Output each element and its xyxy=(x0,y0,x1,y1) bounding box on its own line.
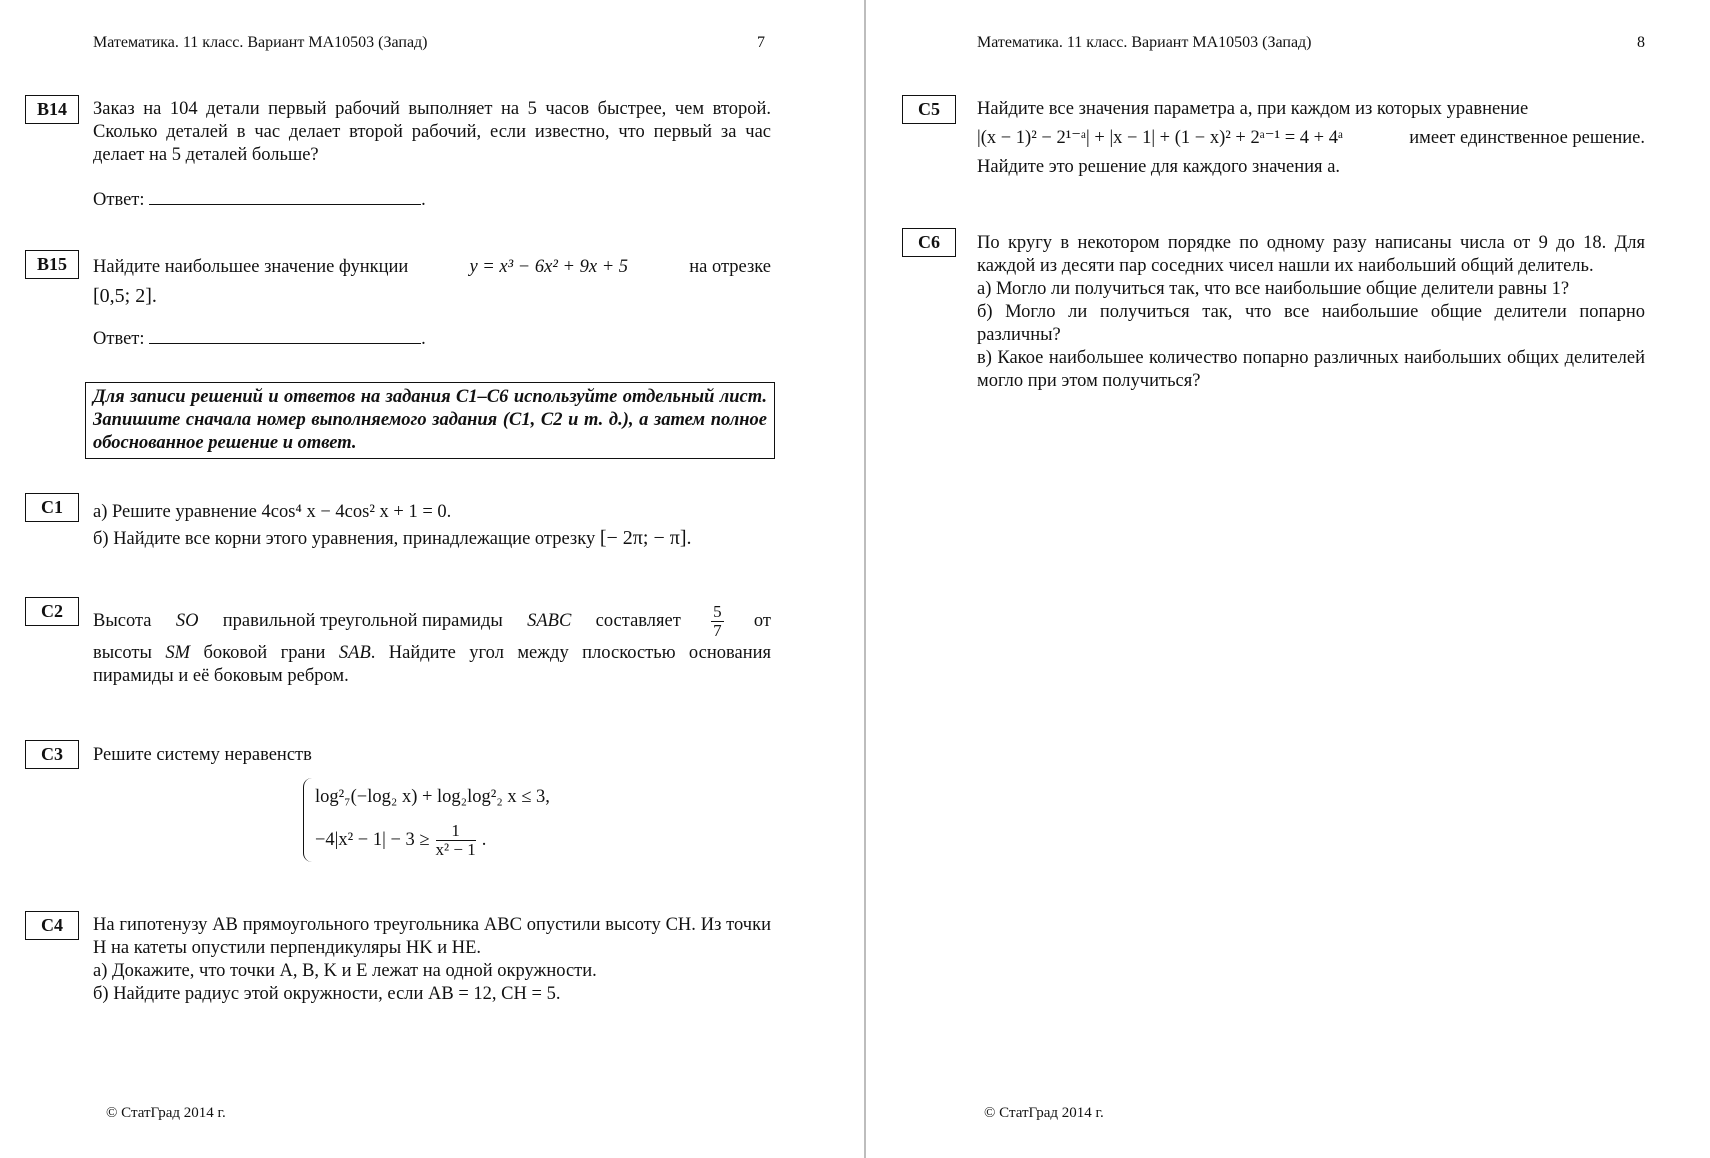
task-label-c2: C2 xyxy=(25,597,79,626)
task-c2-line2 xyxy=(93,642,771,688)
task-b15-function: y = x³ − 6x² + 9x + 5 xyxy=(469,257,629,277)
task-label-c3: C3 xyxy=(25,740,79,769)
task-b15-segment: [0,5; 2]. xyxy=(93,285,157,307)
task-c1-part-b-text: б) Найдите все корни этого уравнения, принадлежащие отрезку xyxy=(93,529,596,549)
page-divider xyxy=(864,0,866,1158)
task-c3-text: Решите систему неравенств xyxy=(93,745,312,765)
task-c5-text-after: имеет единственное решение. xyxy=(1409,128,1645,148)
task-c2-line1 xyxy=(93,603,771,640)
task-b15 xyxy=(93,256,771,351)
task-c2-fraction xyxy=(711,603,724,640)
task-c2-text-3: составляет xyxy=(595,611,681,631)
system-brace xyxy=(303,778,312,862)
task-c2-text-5: высоты xyxy=(93,643,152,663)
fraction-denominator: 7 xyxy=(713,621,722,640)
task-c6 xyxy=(977,232,1645,393)
instructions-box: Для записи решений и ответов на задания С1–С6 используйте отдельный лист. Запишите сначала номер выполняемого задания (С1, С2 и т. д.), а затем полное обоснованное решение и ответ. xyxy=(85,382,775,459)
task-c5-line3: Найдите это решение для каждого значения a. xyxy=(977,157,1341,177)
task-c1-equation: 4cos⁴ x − 4cos² x + 1 = 0. xyxy=(261,502,452,522)
task-c5 xyxy=(977,98,1645,179)
task-c6-part-c: в) Какое наибольшее количество попарно различных наибольших общих делителей могло при этом получиться? xyxy=(977,348,1645,391)
task-label-c6: C6 xyxy=(902,228,956,257)
task-c4-line1: На гипотенузу AB прямоугольного треугольника ABC опустили высоту CH. Из точки H на катеты опустили перпендикуляры HK и HE. xyxy=(93,915,771,958)
task-b14-text: Заказ на 104 детали первый рабочий выполняет на 5 часов быстрее, чем второй. Сколько деталей в час делает второй рабочий, если известно, что первый за час делает на 5 деталей больше? xyxy=(93,99,771,165)
task-label-b15: B15 xyxy=(25,250,79,279)
task-c2 xyxy=(93,603,771,688)
page-number: 8 xyxy=(1637,34,1645,51)
task-c4-line2: а) Докажите, что точки A, B, K и E лежат на одной окружности. xyxy=(93,961,597,981)
task-c4-line3: б) Найдите радиус этой окружности, если AB = 12, CH = 5. xyxy=(93,984,561,1004)
answer-field-b15[interactable]: Ответ: . xyxy=(93,329,426,349)
task-c5-line2 xyxy=(977,127,1645,150)
system-row-1: log²₇(−log₂ x) + log₂log²₂ x ≤ 3, xyxy=(315,787,550,807)
task-c2-sab: SAB xyxy=(338,643,371,663)
task-c1 xyxy=(93,501,771,551)
system-row-2-lhs: −4|x² − 1| − 3 ≥ xyxy=(315,830,430,850)
task-b15-text-before: Найдите наибольшее значение функции xyxy=(93,257,409,277)
task-b15-line1 xyxy=(93,256,771,279)
task-label-c1: C1 xyxy=(25,493,79,522)
task-c1-part-a-text: а) Решите уравнение xyxy=(93,502,257,522)
task-label-b14: B14 xyxy=(25,95,79,124)
task-c2-text-1: Высота xyxy=(93,611,152,631)
task-c1-segment: [− 2π; − π]. xyxy=(599,527,692,549)
task-c3 xyxy=(93,744,771,767)
task-c5-equation: |(x − 1)² − 2¹⁻ᵃ| + |x − 1| + (1 − x)² + 2ᵃ⁻¹ = 4 + 4ᵃ xyxy=(977,128,1343,148)
task-c5-line1: Найдите все значения параметра a, при каждом из которых уравнение xyxy=(977,99,1529,119)
page-header: Математика. 11 класс. Вариант МА10503 (Запад) xyxy=(93,34,428,51)
answer-field-b14[interactable]: Ответ: . xyxy=(93,190,426,210)
task-c2-text-6: боковой грани xyxy=(203,643,326,663)
answer-label: Ответ: xyxy=(93,190,145,210)
task-c6-part-b: б) Могло ли получиться так, что все наибольшие общие делители попарно различны? xyxy=(977,302,1645,345)
task-c1-part-a xyxy=(93,501,771,524)
system-row-2 xyxy=(315,822,486,859)
task-c2-sabc: SABC xyxy=(527,611,572,631)
page-number: 7 xyxy=(757,34,765,51)
fraction-numerator: 1 xyxy=(436,822,476,841)
task-label-c4: C4 xyxy=(25,911,79,940)
fraction-numerator: 5 xyxy=(713,602,722,621)
page-footer: © СтатГрад 2014 г. xyxy=(106,1105,226,1121)
fraction-denominator: x² − 1 xyxy=(435,840,476,859)
page-header: Математика. 11 класс. Вариант МА10503 (Запад) xyxy=(977,34,1312,51)
page-right xyxy=(882,0,1710,1158)
answer-label: Ответ: xyxy=(93,329,145,349)
task-c6-line1: По кругу в некотором порядке по одному разу написаны числа от 9 до 18. Для каждой из десяти пар соседних чисел нашли их наибольший общий делитель. xyxy=(977,233,1645,276)
task-c2-text-7: . Найдите угол между плоскостью основания пирамиды и её боковым ребром. xyxy=(93,643,772,686)
task-c6-part-a: а) Могло ли получиться так, что все наибольшие общие делители равны 1? xyxy=(977,279,1570,299)
system-row-2-fraction xyxy=(436,822,476,859)
answer-line[interactable] xyxy=(149,329,421,344)
task-c2-sm: SM xyxy=(165,643,191,663)
task-c2-text-2: правильной треугольной пирамиды xyxy=(222,611,503,631)
system-row-2-end: . xyxy=(481,830,487,850)
task-c1-part-b xyxy=(93,527,771,551)
task-b15-text-after: на отрезке xyxy=(689,257,771,277)
task-label-c5: C5 xyxy=(902,95,956,124)
task-c4 xyxy=(93,914,771,1006)
task-c2-text-4: от xyxy=(753,611,771,631)
page-footer: © СтатГрад 2014 г. xyxy=(984,1105,1104,1121)
task-c2-so: SO xyxy=(175,611,199,631)
task-b14 xyxy=(93,98,771,212)
answer-line[interactable] xyxy=(149,190,421,205)
